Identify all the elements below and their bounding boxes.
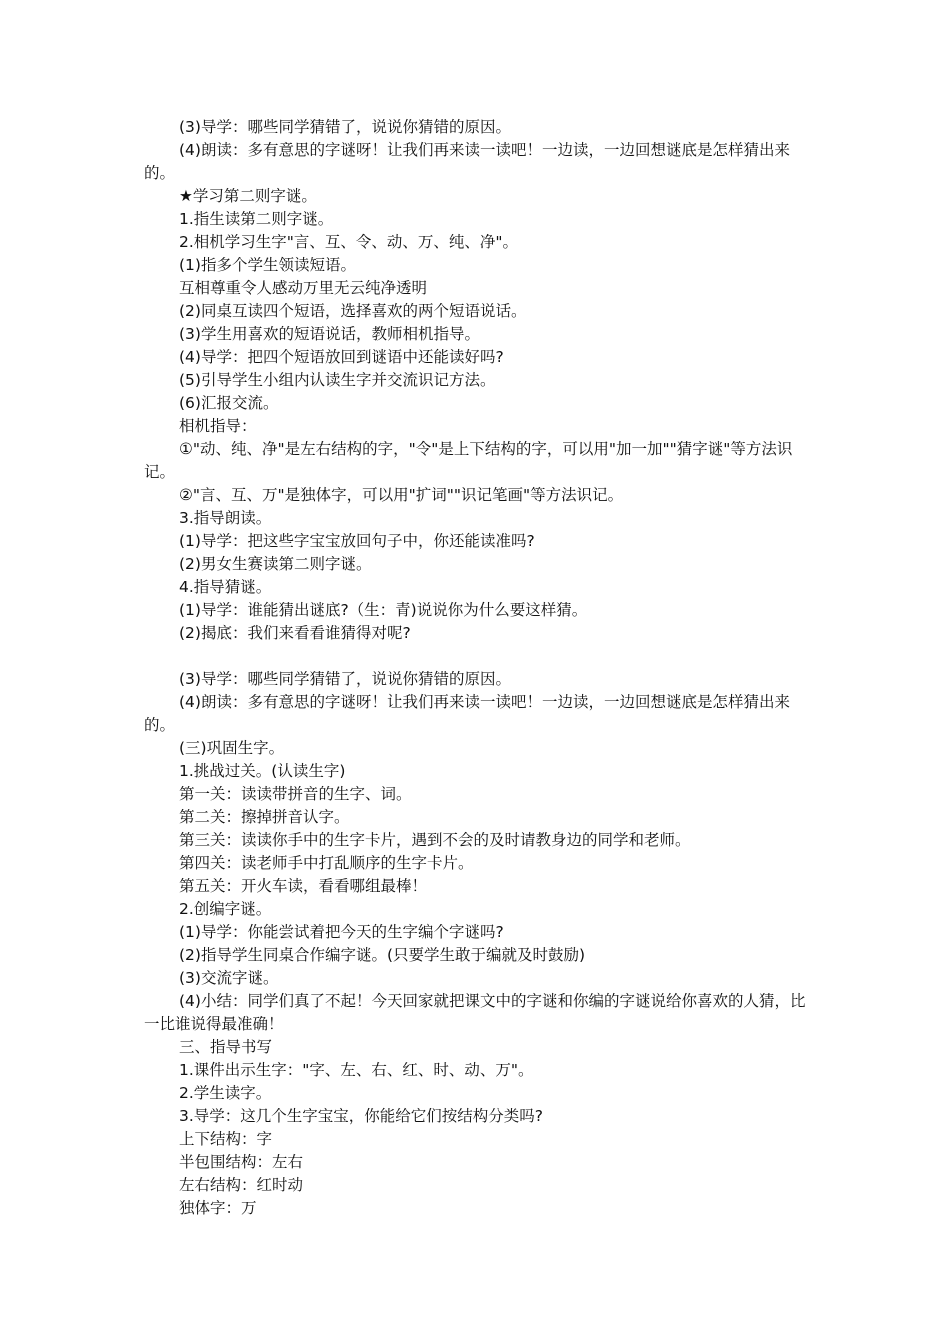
paragraph: (4)朗读：多有意思的字谜呀！让我们再来读一读吧！一边读，一边回想谜底是怎样猜出来的。 [144, 693, 790, 734]
paragraph: 1.挑战过关。(认读生字) [179, 762, 346, 780]
section-heading: (三)巩固生字。 [179, 739, 285, 757]
paragraph: ①"动、纯、净"是左右结构的字，"令"是上下结构的字，可以用"加一加""猜字谜"等方法识记。 [144, 440, 793, 481]
paragraph: (1)指多个学生领读短语。 [179, 256, 356, 274]
paragraph: 4.指导猜谜。 [179, 578, 272, 596]
paragraph: (3)学生用喜欢的短语说话，教师相机指导。 [179, 325, 480, 343]
paragraph: 第一关：读读带拼音的生字、词。 [179, 785, 412, 803]
paragraph: 2.相机学习生字"言、互、令、动、万、纯、净"。 [179, 233, 519, 251]
paragraph: (6)汇报交流。 [179, 394, 279, 412]
paragraph: 半包围结构：左右 [179, 1153, 304, 1171]
paragraph: 相机指导： [179, 417, 257, 435]
paragraph: (3)交流字谜。 [179, 969, 279, 987]
paragraph: (2)指导学生同桌合作编字谜。(只要学生敢于编就及时鼓励) [179, 946, 586, 964]
section-heading: ★学习第二则字谜。 [179, 187, 317, 205]
paragraph: (2)同桌互读四个短语，选择喜欢的两个短语说话。 [179, 302, 527, 320]
paragraph: (2)揭底：我们来看看谁猜得对呢? [179, 624, 411, 642]
paragraph: 独体字：万 [179, 1199, 257, 1217]
paragraph: (4)朗读：多有意思的字谜呀！让我们再来读一读吧！一边读，一边回想谜底是怎样猜出来的。 [144, 141, 790, 182]
paragraph: 2.学生读字。 [179, 1084, 272, 1102]
paragraph: (5)引导学生小组内认读生字并交流识记方法。 [179, 371, 496, 389]
paragraph: 3.导学：这几个生字宝宝，你能给它们按结构分类吗? [179, 1107, 544, 1125]
paragraph: (3)导学：哪些同学猜错了，说说你猜错的原因。 [179, 118, 511, 136]
paragraph: 3.指导朗读。 [179, 509, 272, 527]
paragraph: (4)小结：同学们真了不起！今天回家就把课文中的字谜和你编的字谜说给你喜欢的人猜，比一比谁说得最准确！ [144, 992, 806, 1033]
paragraph: 互相尊重令人感动万里无云纯净透明 [179, 279, 428, 297]
paragraph: 上下结构：字 [179, 1130, 273, 1148]
paragraph: 2.创编字谜。 [179, 900, 272, 918]
paragraph: ②"言、互、万"是独体字，可以用"扩词""识记笔画"等方法识记。 [179, 486, 624, 504]
paragraph: (1)导学：谁能猜出谜底?（生：青)说说你为什么要这样猜。 [179, 601, 588, 619]
paragraph: 第二关：擦掉拼音认字。 [179, 808, 350, 826]
paragraph: 1.指生读第二则字谜。 [179, 210, 334, 228]
paragraph: 第四关：读老师手中打乱顺序的生字卡片。 [179, 854, 474, 872]
paragraph: (3)导学：哪些同学猜错了，说说你猜错的原因。 [179, 670, 511, 688]
paragraph: (2)男女生赛读第二则字谜。 [179, 555, 372, 573]
paragraph: 1.课件出示生字："字、左、右、红、时、动、万"。 [179, 1061, 534, 1079]
paragraph: (4)导学：把四个短语放回到谜语中还能读好吗? [179, 348, 504, 366]
blank-line [144, 645, 808, 668]
paragraph: (1)导学：把这些字宝宝放回句子中，你还能读准吗? [179, 532, 535, 550]
document-body [144, 116, 808, 1220]
paragraph: 第五关：开火车读，看看哪组最棒！ [179, 877, 428, 895]
paragraph: 左右结构：红时动 [179, 1176, 304, 1194]
paragraph: 第三关：读读你手中的生字卡片，遇到不会的及时请教身边的同学和老师。 [179, 831, 691, 849]
section-heading: 三、指导书写 [179, 1038, 273, 1056]
paragraph: (1)导学：你能尝试着把今天的生字编个字谜吗? [179, 923, 504, 941]
